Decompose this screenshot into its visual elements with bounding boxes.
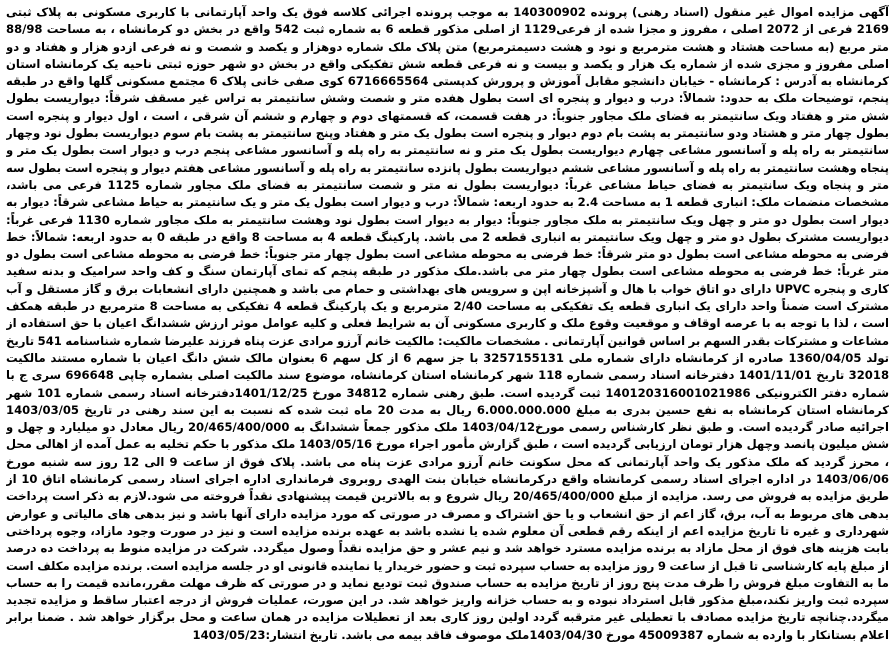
auction-notice — [6, 4, 889, 667]
notice-body: آگهی مزایده اموال غیر منقول (اسناد رهنی) پرونده 140300902 به موجب پرونده اجرائی کلاسه فوق یک واحد آپارتمانی با کاربری مسکونی به پلاک ثبتی 2169 فرعی از 2072 اصلی ، مفروز و مجزا شده از فرعی1129 از اصلی مذکور قطعه 6 به شماره ثبت 542 واقع در بخش دو کرمانشاه ، به مساحت 88/98 متر مربع (به مساحت هشتاد و هشت مترمربع و نود و هشت دسیمترمربع) متن پلاک ملک شماره دوهزار و یکصد و شصت و نه فرعی ازدو هزار و هفتاد و دو اصلی مفروز و مجزی شده از شماره یک هزار و یکصد و بیست و نه فرعی قطعه شش تفکیکی واقع در بخش دو شهر حوزه ثبتی ناحیه یک کرمانشاه استان کرمانشاه به آدرس : کرمانشاه - خیابان دانشجو مقابل آموزش و پرورش کدپستی 6716665564 کوی صفی خانی پلاک 6 مجتمع مسکونی گلها واقع در طبقه پنجم، توضیحات ملک به حدود: شمالاً: درب و دیوار و پنجره ای است بطول هفده متر و شصت وشش سانتیمتر به تراس غیر مسقف شرقاً: دیواریست بطول شش متر و هفتاد ویک سانتیمتر به فضای ملک مجاور جنوباً: در هفت قسمت، که قسمتهای دوم و چهارم و ششم آن شرقی ، است ، اول دیوار و پنجره است بطول چهار متر و هشتاد ودو سانتیمتر به پشت بام دوم دیوار و پنجره است بطول یک متر و هفتاد وپنج سانتیمتر به پشت بام سوم دیواریست بطول نود وچهار سانتیمتر به راه پله و آسانسور مشاعی چهارم دیواریست بطول یک متر و نه سانتیمتر به راه پله و آسانسور مشاعی پنجم درب و دیوار است بطول یک متر و پنجاه وهشت سانتیمتر به راه پله و آسانسور مشاعی ششم دیواریست بطول پانزده سانتیمتر به راه پله و آسانسور مشاعی هفتم دیوار و پنجره است بطول سه متر و پنجاه ویک سانتیمتر به فضای حیاط مشاعی غرباً: دیواریست بطول نه متر و شصت سانتیمتر به فضای ملک مجاور شماره 1125 فرعی می باشد، مشخصات منضمات ملک: انباری قطعه 1 به مساحت 2.4 به حدود اربعه: شمالاً: درب و دیوار است بطول یک متر و یک سانتیمتر به حیاط مشاعی شرقاً: دیوار به دیوار است بطول دو متر و چهل ویک سانتیمتر به ملک مجاور جنوباً: دیوار به دیوار است بطول نود وهشت سانتیمتر به ملک مجاور شماره 1130 فرعی غرباً: دیواریست مشترک بطول دو متر و چهل ویک سانتیمتر به انباری قطعه 2 می باشد. پارکینگ قطعه 4 به مساحت 8 واقع در طبقه 0 به حدود اربعه: شمالاً: خط فرضی به محوطه مشاعی است بطول دو متر شرقاً: خط فرضی به محوطه مشاعی است بطول چهار متر جنوباً: خط فرضی به محوطه مشاعی است بطول دو متر غرباً: خط فرضی به محوطه مشاعی است بطول چهار متر می باشد.ملک مذکور در طبقه پنجم که تمای آپارتمان سنگ و کف واحد سرامیک و بدنه سفید کاری و پنجره UPVC دارای دو اتاق خواب با هال و آشپزخانه اپن و سرویس های بهداشتی و حمام می باشد و همچنین دارای انشعابات برق و گاز مستقل و آب مشترک است ضمناً واحد دارای یک انباری قطعه یک تفکیکی به مساحت 2/40 مترمربع و یک پارکینگ قطعه 4 تفکیکی به مساحت 8 مترمربع در طبقه همکف است ، لذا با توجه به با عرصه اوقاف و موقعیت وقوع ملک و کاربری مسکونی آن به شرایط فعلی و کلیه عوامل موثر ارزش ششدانگ اعیان با حق استفاده از مشاعات و مشترکات بقدر السهم بر اساس قوانین آپارتمانی . مشخصات مالکیت: مالکیت خانم آرزو مرادی عزت پناه فرزند علیرضا شماره شناسنامه 541 تاریخ تولد 1360/04/05 صادره از کرمانشاه دارای شماره ملی 3257155131 با جز سهم 6 از کل سهم 6 بعنوان مالک شش دانگ اعیان با شماره مستند مالکیت 32018 تاریخ 1401/11/01 دفترخانه اسناد رسمی شماره 118 شهر کرمانشاه استان کرمانشاه، موضوع سند مالکیت اصلی بشماره چاپی 696648 سری ج با شماره دفتر الکترونیکی 140120316001021986 ثبت گردیده است. طبق رهنی شماره 34812 مورخ 1401/12/25دفترخانه اسناد رسمی شماره 101 شهر کرمانشاه استان کرمانشاه به نفع حسین بدری به مبلغ 6.000.000.000 ریال به مدت 20 ماه ثبت شده که نسبت به این سند رهنی در تاریخ 1403/03/05 اجرائیه صادر گردیده است. و طبق نظر کارشناس رسمی مورخ1403/04/12 ملک مذکور جمعاً ششدانگ به 20/465/400/000 ریال معادل دو میلیارد و چهل و شش میلیون پانصد وچهل هزار تومان ارزیابی گردیده است ، طبق گزارش مأمور اجراء مورخ 1403/05/16 ملک مذکور با حکم تخلیه به عمل آمده از اهالی محل ، محرز گردید که ملک مذکور یک واحد آپارتمانی که محل سکونت خانم آرزو مرادی عزت پناه می باشد. پلاک فوق از ساعت 9 الی 12 روز سه شنبه مورخ 1403/06/06 در اداره اجرای اسناد رسمی کرمانشاه واقع درکرمانشاه خیابان بنت الهدی روبروی فرمانداری اداره اجرای اسناد رسمی کرمانشاه اتاق 10 از طریق مزایده به فروش می رسد. مزایده از مبلغ 20/465/400/000 ریال شروع و به بالاترین قیمت پیشنهادی نقداً فروخته می شود.لازم به ذکر است پرداخت بدهی های مربوط به آب، برق، گاز اعم از حق انشعاب و یا حق اشتراک و مصرف در صورتی که مورد مزایده دارای آنها باشد و نیز بدهی های مالیاتی و عوارض شهرداری و غیره تا تاریخ مزایده اعم از اینکه رقم قطعی آن معلوم شده یا نشده باشد به عهده برنده مزایده است و نیز در صورت وجود مازاد، وجوه پرداختی بابت هزینه های فوق از محل مازاد به برنده مزایده مسترد خواهد شد و نیم عشر و حق مزایده نقداً وصول میگردد. شرکت در مزایده منوط به پرداخت ده درصد از مبلغ پایه کارشناسی تا قبل از ساعت 9 روز مزایده به حساب سپرده ثبت و حضور خریدار یا نماینده قانونی او در جلسه مزایده است. برنده مزایده مکلف است ما به التفاوت مبلغ فروش را ظرف مدت پنج روز از تاریخ مزایده به حساب صندوق ثبت تودیع نماید و در صورتی که ظرف مهلت مقرر،مانده قیمت را به حساب سپرده ثبت واریز نکند،مبلغ مذکور قابل استرداد نبوده و به حساب خزانه واریز خواهد شد. در این صورت، عملیات فروش از درجه اعتبار ساقط و مزایده تجدید میگردد.چنانچه تاریخ مزایده مصادف با تعطیلی غیر مترقبه گردد اولین روز کاری بعد از تعطیلات مزایده در همان ساعت و محل برگزار خواهد شد . ضمنا برابر اعلام بستانکار با وارده به شماره 45009387 مورخ 1403/04/30ملک موصوف فاقد بیمه می باشد. — [6, 5, 889, 642]
notice-paragraph — [6, 4, 889, 644]
publication-date: تاریخ انتشار:1403/05/23 — [192, 627, 338, 642]
